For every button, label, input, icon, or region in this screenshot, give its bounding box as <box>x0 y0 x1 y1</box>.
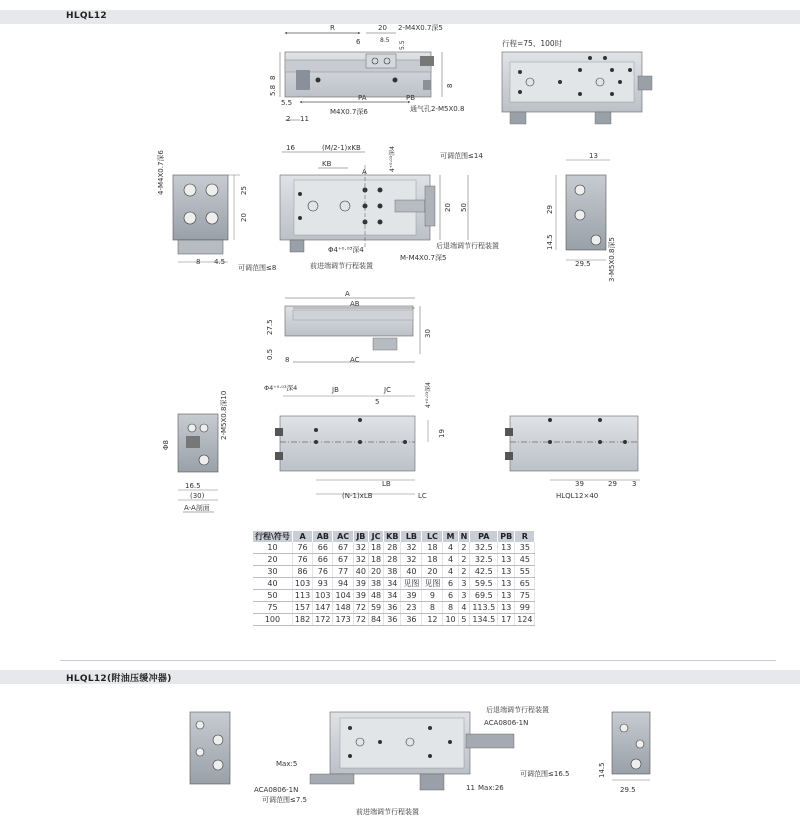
table-cell: 66 <box>313 542 333 554</box>
table-cell: 32 <box>401 554 422 566</box>
section-title: HLQL12 <box>66 11 107 21</box>
table-cell: 34 <box>384 578 401 590</box>
dim-0-5: 0.5 <box>266 348 274 360</box>
dim-11: 11 <box>300 115 309 123</box>
table-cell: 67 <box>333 542 353 554</box>
table-cell: 10 <box>253 542 292 554</box>
dim-3: 3 <box>632 480 637 488</box>
table-cell: 65 <box>515 578 535 590</box>
table-header-row <box>253 531 535 542</box>
table-cell: 见图 <box>422 578 443 590</box>
note-aca1: ACA0806-1N <box>484 719 529 727</box>
note-m-m4: M-M4X0.7深5 <box>400 254 447 262</box>
note-rear-adj: 后退端调节行程装置 <box>436 242 499 250</box>
table-cell: 40 <box>353 566 368 578</box>
table-cell: 40 <box>253 578 292 590</box>
table-cell: 见图 <box>401 578 422 590</box>
end-view-left <box>173 175 240 262</box>
table-cell: 17 <box>498 614 515 626</box>
table-cell: 13 <box>498 590 515 602</box>
table-cell: 72 <box>353 602 368 614</box>
note-front2: 前进端调节行程装置 <box>356 808 419 816</box>
table-cell: 28 <box>384 554 401 566</box>
table-cell: 10 <box>443 614 458 626</box>
dim-AC: AC <box>350 356 360 364</box>
dim-29-5b: 29.5 <box>620 786 636 794</box>
table-cell: 32.5 <box>470 542 498 554</box>
dim-phi8: Φ8 <box>162 440 170 450</box>
table-body <box>253 542 535 626</box>
table-cell: 18 <box>368 542 383 554</box>
table-row <box>253 602 535 614</box>
table-cell: 76 <box>292 554 312 566</box>
table-cell: 104 <box>333 590 353 602</box>
table-cell: 2 <box>458 566 470 578</box>
table-cell: 13 <box>498 554 515 566</box>
dim-8-left: 8 <box>269 75 277 80</box>
table-cell: 75 <box>515 590 535 602</box>
table-cell: 2 <box>458 542 470 554</box>
dim-11b: 11 <box>466 784 475 792</box>
table-cell: 38 <box>368 578 383 590</box>
table-cell: 182 <box>292 614 312 626</box>
note-phi4: Φ4⁺⁰·⁰³深4 <box>328 246 364 254</box>
table-cell: 86 <box>292 566 312 578</box>
table-cell: 18 <box>368 554 383 566</box>
dim-AB: AB <box>350 300 360 308</box>
table-header: LB <box>401 531 422 542</box>
dim-JC: JC <box>384 386 391 394</box>
table-cell: 12 <box>422 614 443 626</box>
top-view-long-stroke <box>502 52 652 124</box>
table-cell: 36 <box>401 614 422 626</box>
table-cell: 39 <box>353 590 368 602</box>
top-view-center <box>280 152 468 252</box>
dim-39: 39 <box>575 480 584 488</box>
table-cell: 8 <box>422 602 443 614</box>
dim-16: 16 <box>286 144 295 152</box>
table-cell: 13 <box>498 602 515 614</box>
table-cell: 72 <box>353 614 368 626</box>
table-cell: 40 <box>401 566 422 578</box>
table-cell: 39 <box>353 578 368 590</box>
table-cell: 75 <box>253 602 292 614</box>
bottom-view-40 <box>505 416 640 480</box>
table-header: R <box>515 531 535 542</box>
dim-LB: LB <box>382 480 391 488</box>
dim-8c: 8 <box>285 356 290 364</box>
table-cell: 3 <box>458 590 470 602</box>
table-cell: 8 <box>443 602 458 614</box>
dim-29: 29 <box>546 205 554 214</box>
dim-8-right: 8 <box>446 83 454 88</box>
table-cell: 147 <box>313 602 333 614</box>
dim-5-5v: 5.5 <box>399 40 406 50</box>
table-cell: 100 <box>253 614 292 626</box>
table-cell: 3 <box>458 578 470 590</box>
table-cell: 32 <box>401 542 422 554</box>
table-cell: 103 <box>313 590 333 602</box>
table-cell: 113 <box>292 590 312 602</box>
table-cell: 9 <box>422 590 443 602</box>
dim-LC: LC <box>418 492 427 500</box>
table-cell: 173 <box>333 614 353 626</box>
table-cell: 13 <box>498 542 515 554</box>
table-cell: 59 <box>368 602 383 614</box>
dim-27-5: 27.5 <box>266 319 274 335</box>
table-row <box>253 566 535 578</box>
table-cell: 4 <box>443 554 458 566</box>
dim-20b: 20 <box>240 213 248 222</box>
end-view-right <box>556 160 610 260</box>
table-header: JB <box>353 531 368 542</box>
table-cell: 35 <box>515 542 535 554</box>
dim-8b: 8 <box>196 258 201 266</box>
note-adj14: 可调范围≤14 <box>440 152 483 160</box>
table-cell: 30 <box>253 566 292 578</box>
table-cell: 124 <box>515 614 535 626</box>
table-header: AB <box>313 531 333 542</box>
table-row <box>253 542 535 554</box>
table-cell: 4 <box>443 542 458 554</box>
dim-5-5: 5.5 <box>281 99 293 107</box>
table-cell: 39 <box>401 590 422 602</box>
note-max26: Max:26 <box>478 784 504 792</box>
buffer-end-view-right <box>612 712 650 780</box>
table-cell: 32.5 <box>470 554 498 566</box>
note-air-port: 通气孔2-M5X0.8 <box>410 105 465 113</box>
dim-4-5: 4.5 <box>214 258 226 266</box>
dim-14-5b: 14.5 <box>598 762 606 778</box>
table-header: KB <box>384 531 401 542</box>
table-cell: 34 <box>384 590 401 602</box>
table-cell: 93 <box>313 578 333 590</box>
table-cell: 5 <box>458 614 470 626</box>
table-cell: 18 <box>422 554 443 566</box>
table-cell: 67 <box>333 554 353 566</box>
dim-8-5: 8.5 <box>380 37 390 44</box>
table-cell: 94 <box>333 578 353 590</box>
table-header: M <box>443 531 458 542</box>
dim-29-5: 29.5 <box>575 260 591 268</box>
note-m4-top: 2-M4X0.7深5 <box>398 24 443 32</box>
dim-6: 6 <box>356 38 361 46</box>
table-cell: 18 <box>422 542 443 554</box>
note-stroke: 行程=75、100时 <box>502 39 563 48</box>
note-m5-3: 3-M5X0.8深5 <box>608 237 616 282</box>
dim-PB: PB <box>406 94 416 102</box>
note-max5: Max:5 <box>276 760 298 768</box>
table-cell: 36 <box>384 614 401 626</box>
table-cell: 103 <box>292 578 312 590</box>
section-title: HLQL12(附油压缓冲器) <box>66 674 172 684</box>
dim-16-5: 16.5 <box>185 482 201 490</box>
table-header: AC <box>333 531 353 542</box>
table-cell: 36 <box>384 602 401 614</box>
table-row <box>253 614 535 626</box>
table-cell: 59.5 <box>470 578 498 590</box>
note-adj7: 可调范围≤7.5 <box>262 796 307 804</box>
table-cell: 99 <box>515 602 535 614</box>
note-adj8: 可调范围≤8 <box>238 264 277 272</box>
dim-5: 5 <box>375 398 380 406</box>
dim-KB: KB <box>322 160 332 168</box>
table-cell: 84 <box>368 614 383 626</box>
table-cell: 32 <box>353 542 368 554</box>
note-4h: 4⁺⁰·⁰³深4 <box>389 146 396 172</box>
note-front-adj: 前进端调节行程装置 <box>310 262 373 270</box>
note-phi4b: Φ4⁺⁰·⁰³深4 <box>264 384 298 392</box>
table-cell: 45 <box>515 554 535 566</box>
table-header: PA <box>470 531 498 542</box>
dim-A: A <box>345 290 350 298</box>
dim-20c: 20 <box>444 203 452 212</box>
table-cell: 20 <box>422 566 443 578</box>
table-cell: 157 <box>292 602 312 614</box>
dim-nlb: (N-1)xLB <box>342 492 373 500</box>
note-adj16: 可调范围≤16.5 <box>520 770 570 778</box>
table-row <box>253 590 535 602</box>
dim-20: 20 <box>378 24 387 32</box>
table-cell: 38 <box>384 566 401 578</box>
table-cell: 50 <box>253 590 292 602</box>
note-4v: 4⁺⁰·⁰³深4 <box>425 382 432 408</box>
table-cell: 77 <box>333 566 353 578</box>
table-cell: 48 <box>368 590 383 602</box>
dim-5-8: 5.8 <box>269 84 277 96</box>
note-m4-6: M4X0.7深6 <box>330 108 368 116</box>
dim-50: 50 <box>460 203 468 212</box>
table-cell: 6 <box>443 578 458 590</box>
table-cell: 172 <box>313 614 333 626</box>
note-m5-10: 2-M5X0.8深10 <box>220 390 228 440</box>
note-aca2: ACA0806-1N <box>254 786 299 794</box>
dim-R: R <box>330 24 335 32</box>
table-cell: 113.5 <box>470 602 498 614</box>
table-cell: 4 <box>458 602 470 614</box>
table-cell: 69.5 <box>470 590 498 602</box>
table-header: JC <box>368 531 383 542</box>
table-cell: 148 <box>333 602 353 614</box>
bottom-view <box>275 396 428 494</box>
table-header: N <box>458 531 470 542</box>
dim-JB: JB <box>332 386 339 394</box>
label-model-40: HLQL12×40 <box>556 492 599 500</box>
buffer-end-view-left <box>190 712 230 784</box>
table-cell: 28 <box>384 542 401 554</box>
note-m4-left: 4-M4X0.7深6 <box>157 150 165 195</box>
table-cell: 32 <box>353 554 368 566</box>
table-header: LC <box>422 531 443 542</box>
table-cell: 4 <box>443 566 458 578</box>
table-header: 行程\符号 <box>253 531 292 542</box>
table-cell: 76 <box>313 566 333 578</box>
spec-table <box>253 531 535 626</box>
table-cell: 55 <box>515 566 535 578</box>
table-header: A <box>292 531 312 542</box>
table-cell: 13 <box>498 578 515 590</box>
dim-30p: (30) <box>190 492 205 500</box>
table-cell: 42.5 <box>470 566 498 578</box>
dim-29b: 29 <box>608 480 617 488</box>
table-cell: 13 <box>498 566 515 578</box>
dim-13: 13 <box>589 152 598 160</box>
table-cell: 6 <box>443 590 458 602</box>
table-header: PB <box>498 531 515 542</box>
dim-19: 19 <box>438 429 446 438</box>
dim-PA: PA <box>358 94 367 102</box>
label-aa: A-A剖面 <box>184 504 210 512</box>
table-row <box>253 554 535 566</box>
table-row <box>253 578 535 590</box>
table-cell: 134.5 <box>470 614 498 626</box>
table-cell: 20 <box>368 566 383 578</box>
section-mark-A-top: A <box>362 168 367 176</box>
dim-25: 25 <box>240 186 248 195</box>
dim-mkb: (M/2-1)xKB <box>322 144 361 152</box>
table-cell: 2 <box>458 554 470 566</box>
note-rear2: 后退端调节行程装置 <box>486 706 549 714</box>
table-cell: 66 <box>313 554 333 566</box>
dim-30: 30 <box>424 329 432 338</box>
dim-2: 2 <box>286 115 291 123</box>
dim-14-5: 14.5 <box>546 234 554 250</box>
table-cell: 20 <box>253 554 292 566</box>
table-cell: 76 <box>292 542 312 554</box>
table-cell: 23 <box>401 602 422 614</box>
